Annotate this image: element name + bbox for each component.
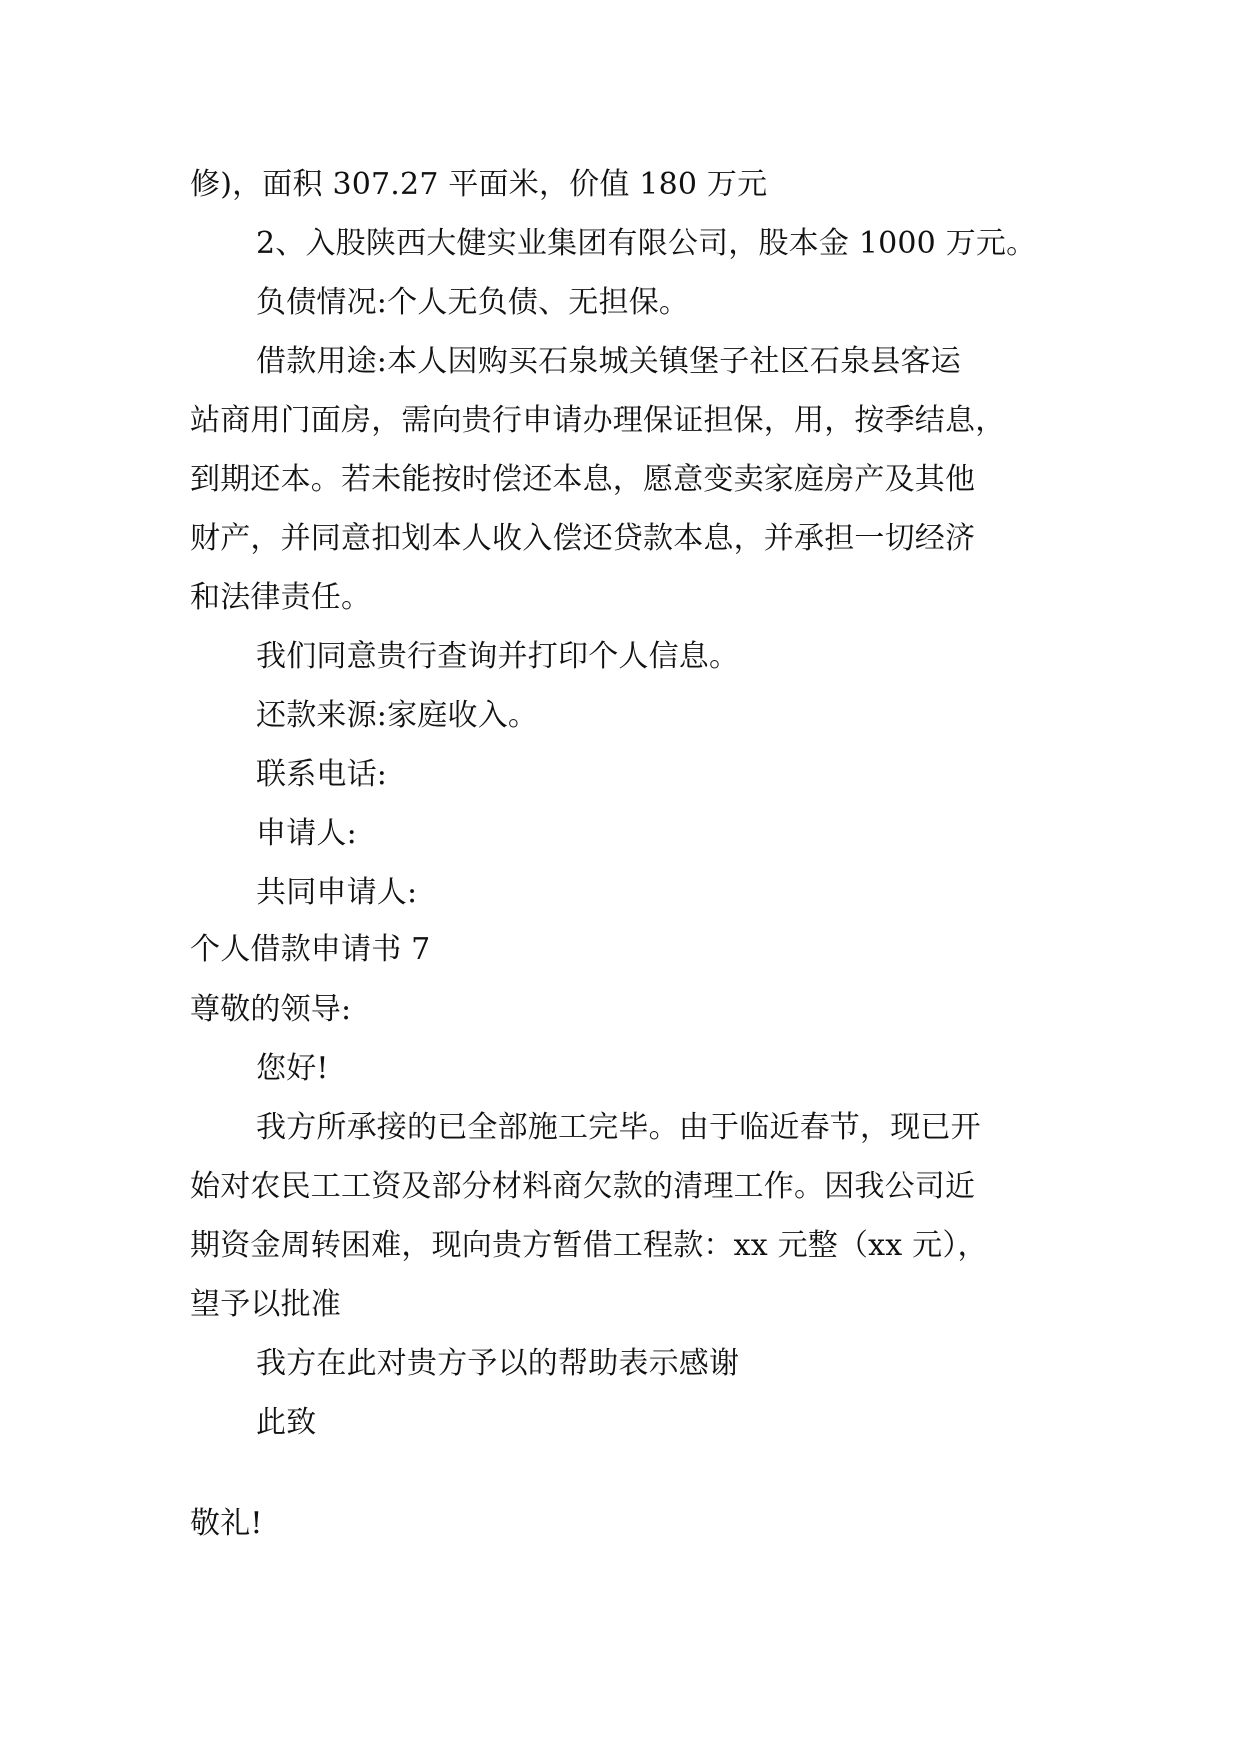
text-line-closing: 此致	[256, 1405, 317, 1440]
text-line-loan-purpose-cont-2: 到期还本。若未能按时偿还本息，愿意变卖家庭房产及其他	[190, 462, 976, 497]
text-line-regards: 敬礼!	[190, 1506, 263, 1541]
text-line-co-applicant: 共同申请人:	[256, 875, 418, 910]
text-line-repayment-source: 还款来源:家庭收入。	[256, 698, 539, 733]
text-line-salutation: 尊敬的领导:	[190, 992, 352, 1027]
text-line-greeting: 您好!	[256, 1051, 329, 1086]
text-line-property-area: 修)，面积 307.27 平面米，价值 180 万元	[190, 167, 768, 202]
text-line-body-3: 期资金周转困难，现向贵方暂借工程款：xx 元整（xx 元），	[190, 1228, 988, 1263]
text-line-shareholding: 2、入股陕西大健实业集团有限公司，股本金 1000 万元。	[256, 226, 1037, 261]
text-line-loan-purpose-cont-4: 和法律责任。	[190, 580, 372, 615]
text-line-loan-purpose-cont-3: 财产，并同意扣划本人收入偿还贷款本息，并承担一切经济	[190, 521, 976, 556]
text-line-loan-purpose-cont-1: 站商用门面房，需向贵行申请办理保证担保，用，按季结息，	[190, 403, 1006, 438]
text-line-applicant: 申请人:	[256, 816, 357, 851]
text-line-body-1: 我方所承接的已全部施工完毕。由于临近春节，现已开	[256, 1110, 981, 1145]
text-line-body-4: 望予以批准	[190, 1287, 341, 1322]
text-line-loan-purpose: 借款用途:本人因购买石泉城关镇堡子社区石泉县客运	[256, 344, 961, 379]
text-line-body-2: 始对农民工工资及部分材料商欠款的清理工作。因我公司近	[190, 1169, 976, 1204]
section-title: 个人借款申请书 7	[190, 932, 431, 967]
text-line-consent: 我们同意贵行查询并打印个人信息。	[256, 639, 740, 674]
text-line-contact-phone: 联系电话:	[256, 757, 388, 792]
text-line-debt-status: 负债情况:个人无负债、无担保。	[256, 285, 690, 320]
text-line-thanks: 我方在此对贵方予以的帮助表示感谢	[256, 1346, 740, 1381]
